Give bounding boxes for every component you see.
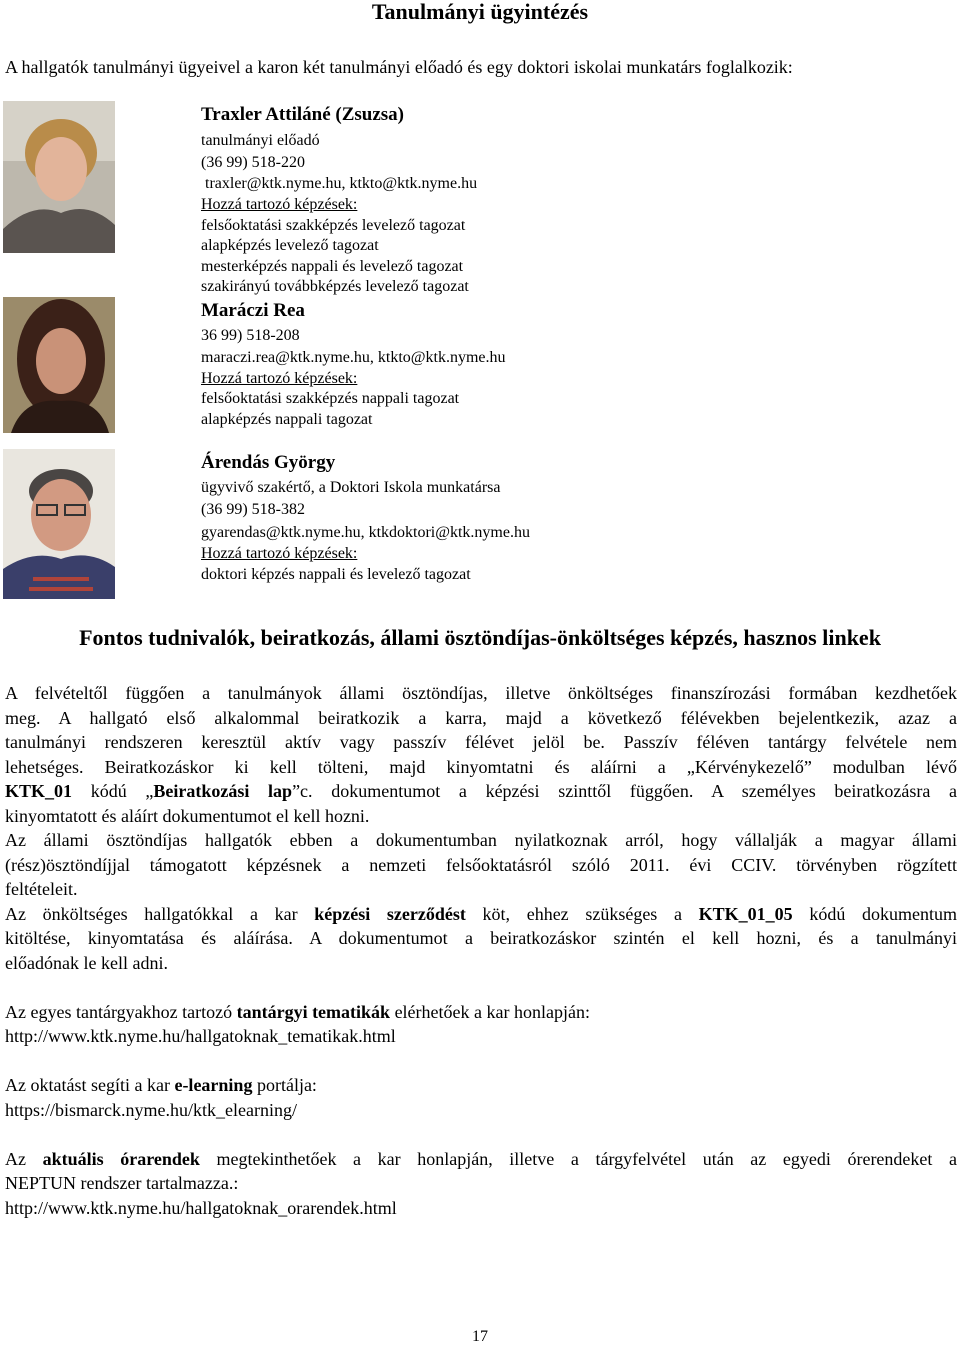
- orarend-link[interactable]: http://www.ktk.nyme.hu/hallgatoknak_orarendek.html: [5, 1197, 397, 1218]
- tematika-link[interactable]: http://www.ktk.nyme.hu/hallgatoknak_tematikak.html: [5, 1026, 396, 1046]
- document-name: Beiratkozási lap: [153, 781, 293, 801]
- paragraph-line: tanulmányi rendszeren keresztül aktív vagy passzív félévet jelöl be. Passzív féléven tantárgy felvétele nem: [5, 732, 957, 752]
- paragraph-line: Az állami ösztöndíjas hallgatók ebben a dokumentumban nyilatkoznak arról, hogy vállalják a magyar állami: [5, 830, 957, 850]
- programs-label: Hozzá tartozó képzések:: [201, 370, 358, 387]
- paragraph-line: A felvételtől függően a tanulmányok állami ösztöndíjas, illetve önköltséges finanszírozási formában kezdhetőek: [5, 683, 957, 703]
- text-span: Az önköltséges hallgatókkal a kar: [5, 903, 315, 924]
- text-span: portálja:: [252, 1075, 317, 1095]
- staff-name: Árendás György: [201, 452, 336, 473]
- page-number: 17: [472, 1328, 488, 1345]
- text-span: Az oktatást segíti a kar: [5, 1075, 175, 1095]
- paragraph-line: kitöltése, kinyomtatása és aláírása. A dokumentumot a beiratkozáskor szintén el kell hozni, és a tanulmányi: [5, 928, 957, 948]
- staff-email[interactable]: traxler@ktk.nyme.hu, ktkto@ktk.nyme.hu: [201, 175, 478, 192]
- page-title: Tanulmányi ügyintézés: [371, 0, 589, 24]
- paragraph-line: feltételeit.: [5, 879, 78, 899]
- body-text: [5, 681, 957, 1220]
- program-item: mesterképzés nappali és levelező tagozat: [201, 258, 464, 275]
- paragraph-line: meg. A hallgató első alkalommal beiratkozik a karra, majd a következő félévekben bejelentkezik, azaz a: [5, 707, 957, 728]
- elearning-link[interactable]: https://bismarck.nyme.hu/ktk_elearning/: [5, 1099, 297, 1120]
- staff-phone: (36 99) 518-220: [201, 154, 305, 171]
- staff-name: Maráczi Rea: [201, 300, 305, 321]
- text-span: elérhetőek a kar honlapján:: [390, 1001, 590, 1022]
- bold-term: képzési szerződést: [314, 903, 466, 924]
- paragraph-line: lehetséges. Beiratkozáskor ki kell tölteni, majd kinyomtatni és aláírni a „Kérvénykezelő” modulban lévő: [5, 756, 957, 777]
- bold-term: tantárgyi tematikák: [236, 1001, 391, 1022]
- program-item: alapképzés nappali tagozat: [201, 411, 373, 428]
- paragraph-line: [5, 1000, 957, 1025]
- text-span: ”c. dokumentumot a képzési szinttől függően. A személyes beiratkozásra a: [292, 781, 957, 801]
- bold-term: aktuális órarendek: [42, 1148, 200, 1169]
- staff-email[interactable]: gyarendas@ktk.nyme.hu, ktkdoktori@ktk.nyme.hu: [201, 524, 530, 541]
- intro-text: A hallgatók tanulmányi ügyeivel a karon két tanulmányi előadó és egy doktori iskolai munkatárs foglalkozik:: [5, 57, 793, 77]
- text-span: kódú „: [72, 781, 154, 801]
- staff-email[interactable]: maraczi.rea@ktk.nyme.hu, ktkto@ktk.nyme.hu: [201, 349, 506, 366]
- program-item: felsőoktatási szakképzés nappali tagozat: [201, 390, 460, 407]
- staff-phone: 36 99) 518-208: [201, 327, 300, 344]
- paragraph-line: [5, 1147, 957, 1172]
- paragraph-line: [5, 779, 957, 804]
- staff-photo-arendas: [3, 449, 115, 599]
- program-item: doktori képzés nappali és levelező tagozat: [201, 566, 471, 583]
- program-item: szakirányú továbbképzés levelező tagozat: [201, 278, 469, 295]
- staff-role: tanulmányi előadó: [201, 132, 320, 149]
- paragraph-line: előadónak le kell adni.: [5, 952, 168, 973]
- document-code: KTK_01_05: [698, 903, 793, 924]
- text-span: köt, ehhez szükséges a: [465, 903, 699, 924]
- staff-photo-maraczi: [3, 297, 115, 433]
- paragraph-line: [5, 1073, 957, 1098]
- paragraph-line: kinyomtatott és aláírt dokumentumot el kell hozni.: [5, 805, 370, 826]
- document-code: KTK_01: [5, 781, 73, 801]
- programs-label: Hozzá tartozó képzések:: [201, 545, 358, 562]
- paragraph-line: NEPTUN rendszer tartalmazza.:: [5, 1173, 239, 1193]
- program-item: felsőoktatási szakképzés levelező tagozat: [201, 217, 466, 234]
- staff-phone: (36 99) 518-382: [201, 501, 305, 518]
- text-span: Az egyes tantárgyakhoz tartozó: [5, 1001, 237, 1022]
- programs-label: Hozzá tartozó képzések:: [201, 196, 358, 213]
- staff-role: ügyvivő szakértő, a Doktori Iskola munkatársa: [201, 479, 501, 496]
- staff-photo-traxler: [3, 101, 115, 253]
- paragraph-line: (rész)ösztöndíjjal támogatott képzésnek a nemzeti felsőoktatásról szóló 2011. évi CCIV. törvényben rögzített: [5, 854, 957, 875]
- text-span: kódú dokumentum: [792, 903, 957, 924]
- bold-term: e-learning: [174, 1075, 253, 1095]
- staff-name: Traxler Attiláné (Zsuzsa): [201, 104, 404, 125]
- section-heading: Fontos tudnivalók, beiratkozás, állami ösztöndíjas-önköltséges képzés, hasznos linkek: [79, 625, 881, 650]
- text-span: megtekinthetőek a kar honlapján, illetve a tárgyfelvétel után az egyedi órerendeket a: [199, 1148, 957, 1169]
- paragraph-line: [5, 902, 957, 927]
- text-span: Az: [5, 1148, 43, 1169]
- program-item: alapképzés levelező tagozat: [201, 237, 379, 254]
